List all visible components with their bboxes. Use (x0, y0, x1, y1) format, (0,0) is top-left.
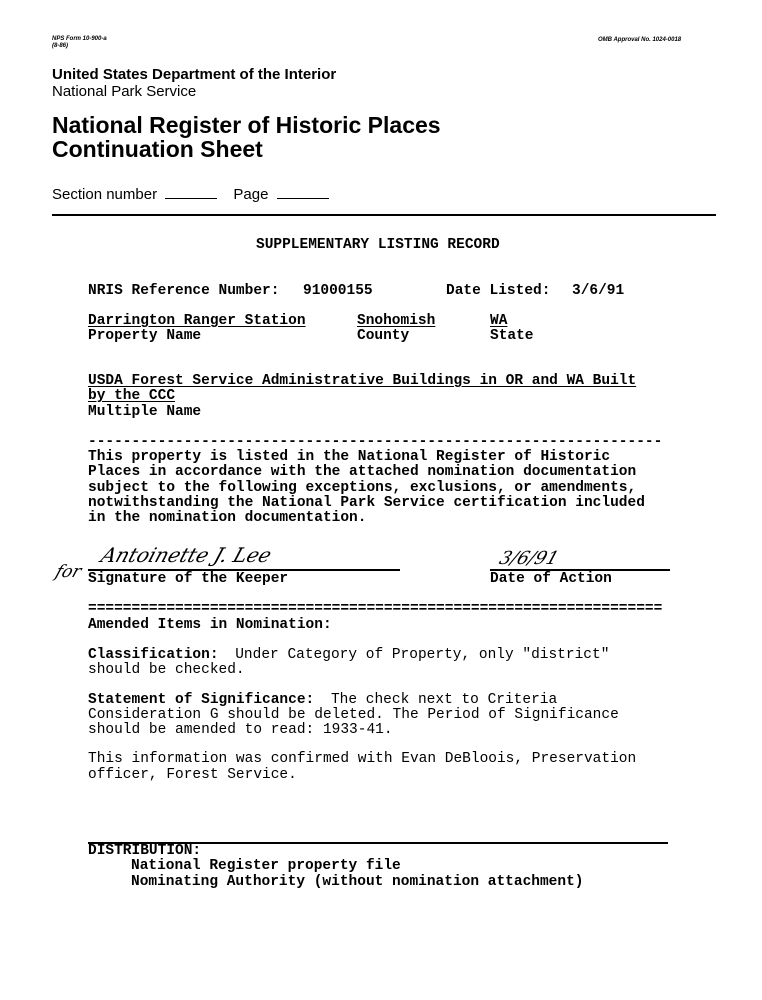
form-number: NPS Form 10-900-a (52, 36, 107, 42)
document-title: National Register of Historic Places (52, 112, 441, 138)
handwritten-signature: Antoinette J. Lee (98, 543, 275, 567)
significance-text: The check next to Criteria (330, 692, 558, 708)
distribution-heading: DISTRIBUTION: (88, 843, 202, 859)
statement-line: subject to the following exceptions, exclusions, or amendments, (88, 480, 637, 496)
classification-text-cont: should be checked. (88, 662, 245, 678)
date-listed-label: Date Listed: (446, 283, 551, 299)
statement-line: Places in accordance with the attached nomination documentation (88, 464, 637, 480)
multiple-name-line1: USDA Forest Service Administrative Buildings in OR and WA Built (88, 373, 637, 389)
distribution-item: National Register property file (131, 858, 401, 874)
county-value: Snohomish (357, 313, 436, 329)
classification-label: Classification: (88, 647, 219, 663)
property-name-value: Darrington Ranger Station (88, 313, 306, 329)
nris-value: 91000155 (303, 283, 373, 299)
date-listed-value: 3/6/91 (572, 283, 625, 299)
statement-line: in the nomination documentation. (88, 510, 367, 526)
significance-text-cont: should be amended to read: 1933-41. (88, 722, 393, 738)
property-name-label: Property Name (88, 328, 202, 344)
header-rule (52, 214, 716, 216)
confirmation-line: officer, Forest Service. (88, 767, 297, 783)
date-of-action-label: Date of Action (490, 571, 612, 587)
state-value: WA (490, 313, 508, 329)
significance-line (88, 692, 557, 708)
page-blank (277, 197, 329, 199)
service-name: National Park Service (52, 83, 197, 100)
multiple-name-label: Multiple Name (88, 404, 202, 420)
record-title: SUPPLEMENTARY LISTING RECORD (256, 237, 500, 253)
confirmation-line: This information was confirmed with Evan DeBloois, Preservation (88, 751, 637, 767)
dashed-separator: ------------------------------------------------------------------ (88, 434, 663, 450)
state-label: State (490, 328, 534, 344)
section-number-blank (165, 197, 217, 199)
handwritten-initials: for (52, 562, 84, 582)
page-label: Page (233, 186, 269, 203)
multiple-name-line2: by the CCC (88, 388, 176, 404)
section-number-label: Section number (52, 186, 158, 203)
nris-label: NRIS Reference Number: (88, 283, 280, 299)
statement-line: This property is listed in the National Register of Historic (88, 449, 611, 465)
document-subtitle: Continuation Sheet (52, 136, 263, 162)
handwritten-date: 3/6/91 (496, 548, 562, 569)
distribution-item: Nominating Authority (without nomination attachment) (131, 874, 584, 890)
classification-line (88, 647, 609, 663)
county-label: County (357, 328, 410, 344)
section-number-field (52, 186, 329, 203)
amended-heading: Amended Items in Nomination: (88, 617, 332, 633)
form-date: (8-86) (52, 43, 69, 49)
significance-label: Statement of Significance: (88, 692, 315, 708)
double-separator: ================================================================== (88, 601, 663, 617)
department-name: United States Department of the Interior (52, 66, 337, 83)
omb-approval: OMB Approval No. 1024-0018 (598, 37, 682, 43)
signature-label: Signature of the Keeper (88, 571, 289, 587)
classification-text: Under Category of Property, only "district" (235, 647, 610, 663)
significance-text-cont: Consideration G should be deleted. The Period of Significance (88, 707, 619, 723)
statement-line: notwithstanding the National Park Service certification included (88, 495, 645, 511)
